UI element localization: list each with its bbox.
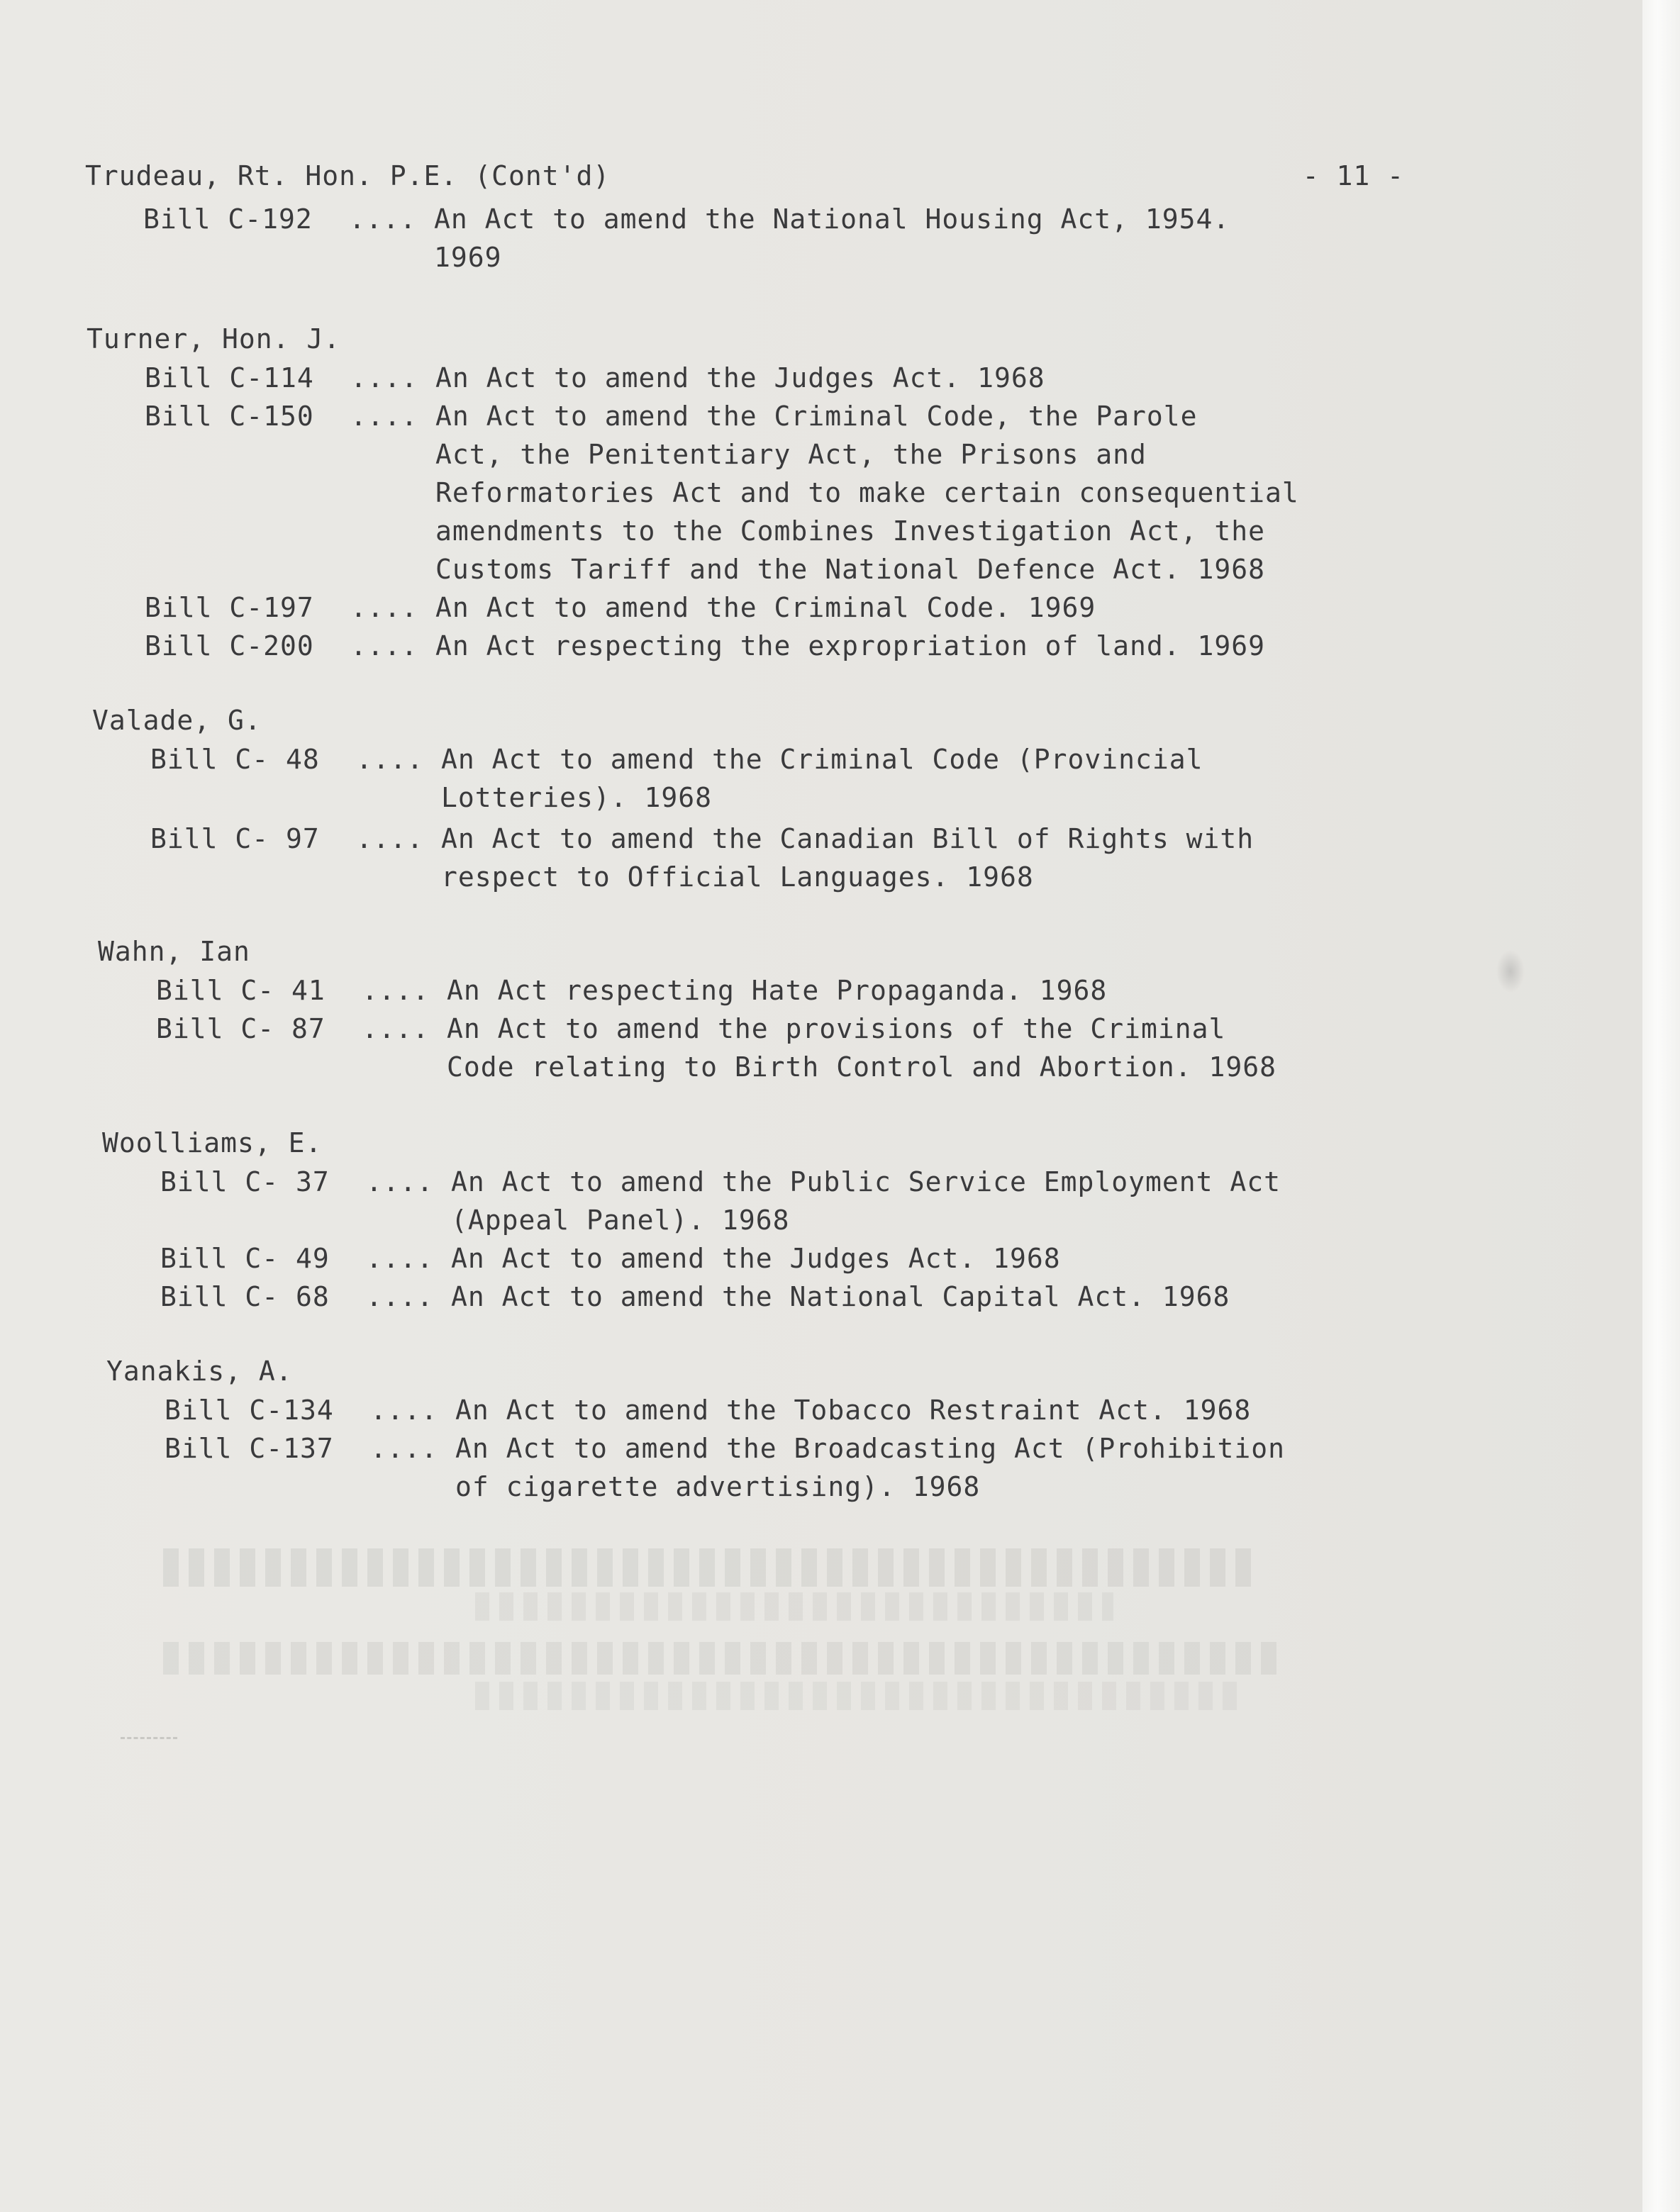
bill-number: Bill C-200 (145, 630, 314, 661)
stray-mark (121, 1737, 177, 1739)
description-line: An Act respecting the expropriation of land. 1969 (435, 630, 1266, 661)
bill-number: Bill C-192 (143, 203, 313, 235)
faded-line (163, 1642, 1284, 1675)
bill-entry (92, 820, 1254, 896)
paper-smudge (1496, 950, 1525, 993)
description-line: An Act to amend the Judges Act. 1968 (451, 1243, 1061, 1274)
bill-description (447, 971, 1107, 1010)
description-line: An Act to amend the Public Service Employment Act (451, 1166, 1281, 1197)
bill-entry (106, 1391, 1285, 1429)
bill-number: Bill C- 97 (150, 823, 320, 854)
description-line: An Act to amend the Judges Act. 1968 (435, 362, 1045, 393)
description-line: An Act to amend the Canadian Bill of Rights with (441, 823, 1255, 854)
bill-entry (92, 740, 1254, 817)
description-line: An Act to amend the Tobacco Restraint Act. 1968 (455, 1395, 1252, 1426)
leader-dots: .... (366, 1243, 434, 1274)
bill-description (451, 1278, 1230, 1316)
page-edge (1642, 0, 1680, 2212)
description-line: Reformatories Act and to make certain consequential (435, 477, 1299, 508)
bill-number: Bill C- 37 (160, 1166, 330, 1197)
sponsor-block-woolliams (102, 1123, 1281, 1316)
sponsor-name: Turner, Hon. J. (87, 323, 341, 354)
bill-entry (87, 627, 1299, 665)
bill-description (435, 627, 1265, 665)
bill-description (434, 200, 1230, 276)
faded-bleed-through-text (163, 1538, 1284, 1710)
leader-dots: .... (350, 592, 418, 623)
leader-dots: .... (349, 203, 417, 235)
leader-dots: .... (370, 1433, 438, 1464)
bill-description (435, 359, 1045, 397)
bill-entry (87, 359, 1299, 397)
leader-dots: .... (370, 1395, 438, 1426)
sponsor-block-trudeau (85, 200, 1230, 276)
bill-description (451, 1163, 1281, 1239)
page-header (85, 160, 1404, 191)
description-line: amendments to the Combines Investigation Act, the (435, 515, 1266, 547)
description-line: An Act to amend the National Housing Act, 1954. (434, 203, 1230, 235)
description-line: An Act to amend the Broadcasting Act (Prohibition (455, 1433, 1286, 1464)
sponsor-block-turner (87, 319, 1299, 665)
sponsor-block-wahn (98, 932, 1276, 1086)
faded-line (163, 1548, 1255, 1587)
bill-entry (87, 397, 1299, 588)
sponsor-block-yanakis (106, 1351, 1285, 1506)
leader-dots: .... (356, 744, 424, 775)
bill-entry (98, 971, 1276, 1010)
description-line: An Act to amend the Criminal Code. 1969 (435, 592, 1096, 623)
description-line: (Appeal Panel). 1968 (451, 1205, 790, 1236)
bill-description (447, 1010, 1276, 1086)
leader-dots: .... (356, 823, 424, 854)
bill-number: Bill C-134 (165, 1395, 334, 1426)
description-line: Lotteries). 1968 (441, 782, 713, 813)
sponsor-name: Woolliams, E. (102, 1127, 323, 1158)
continued-sponsor-name: Trudeau, Rt. Hon. P.E. (Cont'd) (85, 160, 611, 191)
description-line: Code relating to Birth Control and Abortion. 1968 (447, 1051, 1277, 1083)
description-line: An Act to amend the Criminal Code (Provincial (441, 744, 1203, 775)
leader-dots: .... (350, 630, 418, 661)
bill-description (455, 1429, 1285, 1506)
leader-dots: .... (366, 1166, 434, 1197)
leader-dots: .... (362, 975, 430, 1006)
sponsor-name: Yanakis, A. (106, 1356, 293, 1387)
description-line: Act, the Penitentiary Act, the Prisons and (435, 439, 1147, 470)
bill-entry (87, 588, 1299, 627)
bill-number: Bill C-137 (165, 1433, 334, 1464)
bill-number: Bill C-114 (145, 362, 314, 393)
description-line: respect to Official Languages. 1968 (441, 861, 1034, 893)
leader-dots: .... (362, 1013, 430, 1044)
leader-dots: .... (350, 362, 418, 393)
leader-dots: .... (350, 401, 418, 432)
description-line: Customs Tariff and the National Defence Act. 1968 (435, 554, 1266, 585)
bill-description (441, 740, 1203, 817)
description-line: An Act to amend the provisions of the Criminal (447, 1013, 1226, 1044)
description-line: An Act respecting Hate Propaganda. 1968 (447, 975, 1108, 1006)
sponsor-name: Valade, G. (92, 705, 262, 736)
bill-description (435, 397, 1299, 588)
bill-description (441, 820, 1254, 896)
description-line: 1969 (434, 242, 502, 273)
bill-number: Bill C- 48 (150, 744, 320, 775)
bill-number: Bill C-150 (145, 401, 314, 432)
bill-description (435, 588, 1096, 627)
bill-description (451, 1239, 1061, 1278)
bill-entry (102, 1163, 1281, 1239)
leader-dots: .... (366, 1281, 434, 1312)
faded-line (475, 1592, 1113, 1621)
bill-entry (98, 1010, 1276, 1086)
faded-line (475, 1682, 1241, 1710)
bill-description (455, 1391, 1251, 1429)
bill-number: Bill C- 41 (156, 975, 326, 1006)
description-line: An Act to amend the National Capital Act. 1968 (451, 1281, 1230, 1312)
bill-entry (106, 1429, 1285, 1506)
sponsor-block-valade (92, 700, 1254, 896)
bill-entry (102, 1278, 1281, 1316)
description-line: An Act to amend the Criminal Code, the Parole (435, 401, 1198, 432)
bill-number: Bill C- 87 (156, 1013, 326, 1044)
bill-number: Bill C- 49 (160, 1243, 330, 1274)
bill-number: Bill C- 68 (160, 1281, 330, 1312)
sponsor-name: Wahn, Ian (98, 936, 250, 967)
description-line: of cigarette advertising). 1968 (455, 1471, 981, 1502)
bill-number: Bill C-197 (145, 592, 314, 623)
page-number: - 11 - (1302, 160, 1404, 191)
bill-entry (102, 1239, 1281, 1278)
bill-entry (85, 200, 1230, 276)
